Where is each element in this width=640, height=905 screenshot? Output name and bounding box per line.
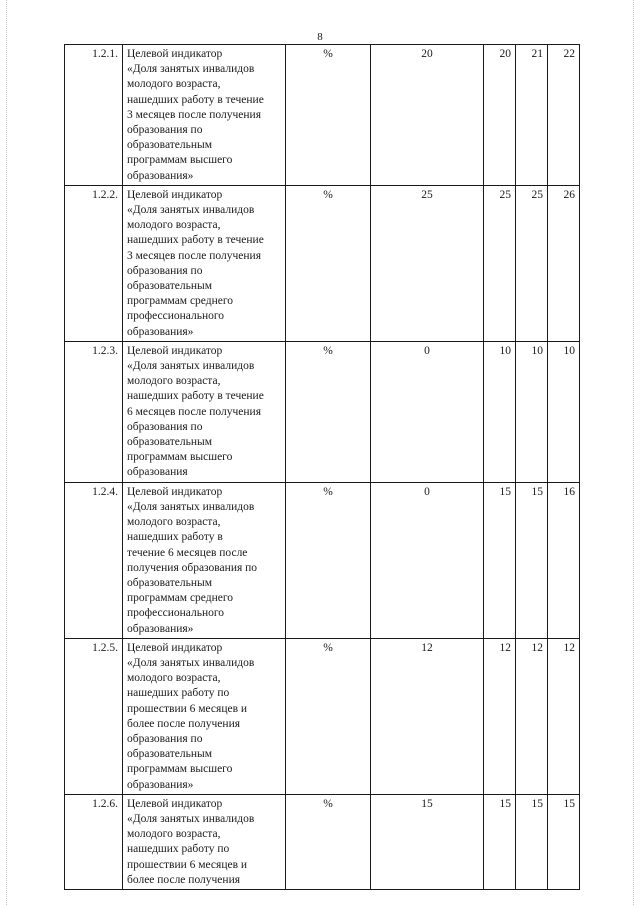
table-row bbox=[65, 341, 580, 482]
row-number: 1.2.6. bbox=[65, 794, 123, 889]
description-line: образования» bbox=[127, 325, 194, 338]
description-line: 6 месяцев после получения bbox=[127, 405, 261, 418]
row-number: 1.2.4. bbox=[65, 482, 123, 638]
unit-cell: % bbox=[286, 185, 371, 341]
value-cell: 15 bbox=[516, 794, 548, 889]
description-line: нашедших работу в течение bbox=[127, 234, 264, 247]
value-cell: 21 bbox=[516, 45, 548, 186]
value-cell: 10 bbox=[516, 341, 548, 482]
indicator-description bbox=[123, 341, 286, 482]
description-line: профессионального bbox=[127, 607, 225, 620]
description-line: Целевой индикатор bbox=[127, 188, 223, 201]
description-line: образования по bbox=[127, 732, 203, 745]
description-line: «Доля занятых инвалидов bbox=[127, 360, 255, 373]
unit-cell: % bbox=[286, 482, 371, 638]
description-line: прошествии 6 месяцев и bbox=[127, 702, 248, 715]
description-line: «Доля занятых инвалидов bbox=[127, 63, 255, 76]
indicator-description bbox=[123, 482, 286, 638]
description-line: программам высшего bbox=[127, 451, 233, 464]
row-number: 1.2.1. bbox=[65, 45, 123, 186]
description-line: образования по bbox=[127, 124, 203, 137]
description-line: образования» bbox=[127, 622, 194, 635]
description-line: молодого возраста, bbox=[127, 516, 221, 529]
description-line: образовательным bbox=[127, 748, 213, 761]
value-cell: 10 bbox=[548, 341, 580, 482]
table-row bbox=[65, 45, 580, 186]
description-line: молодого возраста, bbox=[127, 78, 221, 91]
table-row bbox=[65, 482, 580, 638]
description-line: образования bbox=[127, 466, 188, 479]
value-cell: 12 bbox=[516, 638, 548, 794]
description-line: нашедших работу в течение bbox=[127, 390, 264, 403]
value-cell: 26 bbox=[548, 185, 580, 341]
description-line: «Доля занятых инвалидов bbox=[127, 656, 255, 669]
description-line: течение 6 месяцев после bbox=[127, 546, 248, 559]
row-number: 1.2.5. bbox=[65, 638, 123, 794]
unit-cell: % bbox=[286, 45, 371, 186]
description-line: молодого возраста, bbox=[127, 828, 221, 841]
table-row bbox=[65, 185, 580, 341]
description-line: нашедших работу в bbox=[127, 531, 223, 544]
description-line: программам высшего bbox=[127, 154, 233, 167]
indicator-description bbox=[123, 794, 286, 889]
description-line: молодого возраста, bbox=[127, 672, 221, 685]
table-row bbox=[65, 638, 580, 794]
value-cell: 25 bbox=[371, 185, 484, 341]
description-line: программам высшего bbox=[127, 763, 233, 776]
description-line: нашедших работу по bbox=[127, 687, 230, 700]
description-line: более после получения bbox=[127, 717, 241, 730]
value-cell: 12 bbox=[548, 638, 580, 794]
description-line: образовательным bbox=[127, 280, 213, 293]
description-line: более после получения bbox=[127, 873, 241, 886]
description-line: программам среднего bbox=[127, 295, 234, 308]
value-cell: 12 bbox=[484, 638, 516, 794]
description-line: получения образования по bbox=[127, 561, 258, 574]
value-cell: 25 bbox=[484, 185, 516, 341]
value-cell: 0 bbox=[371, 341, 484, 482]
value-cell: 15 bbox=[484, 482, 516, 638]
indicator-description bbox=[123, 185, 286, 341]
description-line: образовательным bbox=[127, 139, 213, 152]
row-number: 1.2.2. bbox=[65, 185, 123, 341]
value-cell: 20 bbox=[371, 45, 484, 186]
description-line: «Доля занятых инвалидов bbox=[127, 204, 255, 217]
row-number: 1.2.3. bbox=[65, 341, 123, 482]
value-cell: 12 bbox=[371, 638, 484, 794]
description-line: нашедших работу в течение bbox=[127, 93, 264, 106]
table-row bbox=[65, 794, 580, 889]
value-cell: 15 bbox=[371, 794, 484, 889]
description-line: Целевой индикатор bbox=[127, 344, 223, 357]
indicator-description bbox=[123, 638, 286, 794]
description-line: образования по bbox=[127, 420, 203, 433]
indicators-table bbox=[64, 44, 580, 890]
unit-cell: % bbox=[286, 794, 371, 889]
value-cell: 20 bbox=[484, 45, 516, 186]
description-line: «Доля занятых инвалидов bbox=[127, 500, 255, 513]
description-line: прошествии 6 месяцев и bbox=[127, 858, 248, 871]
description-line: 3 месяцев после получения bbox=[127, 108, 261, 121]
description-line: образования» bbox=[127, 169, 194, 182]
description-line: молодого возраста, bbox=[127, 375, 221, 388]
value-cell: 10 bbox=[484, 341, 516, 482]
value-cell: 15 bbox=[516, 482, 548, 638]
scan-edge-right bbox=[633, 0, 634, 905]
description-line: молодого возраста, bbox=[127, 219, 221, 232]
unit-cell: % bbox=[286, 341, 371, 482]
description-line: образовательным bbox=[127, 436, 213, 449]
description-line: Целевой индикатор bbox=[127, 48, 223, 60]
value-cell: 25 bbox=[516, 185, 548, 341]
description-line: профессионального bbox=[127, 310, 225, 323]
description-line: Целевой индикатор bbox=[127, 485, 223, 498]
description-line: образования» bbox=[127, 778, 194, 791]
scan-edge-left bbox=[6, 0, 7, 905]
page-number: 8 bbox=[317, 31, 323, 43]
value-cell: 15 bbox=[484, 794, 516, 889]
description-line: нашедших работу по bbox=[127, 843, 230, 856]
value-cell: 16 bbox=[548, 482, 580, 638]
value-cell: 15 bbox=[548, 794, 580, 889]
description-line: образования по bbox=[127, 264, 203, 277]
description-line: Целевой индикатор bbox=[127, 641, 223, 654]
description-line: Целевой индикатор bbox=[127, 797, 223, 810]
description-line: программам среднего bbox=[127, 592, 234, 605]
indicator-description bbox=[123, 45, 286, 186]
description-line: образовательным bbox=[127, 576, 213, 589]
value-cell: 22 bbox=[548, 45, 580, 186]
description-line: 3 месяцев после получения bbox=[127, 249, 261, 262]
value-cell: 0 bbox=[371, 482, 484, 638]
description-line: «Доля занятых инвалидов bbox=[127, 812, 255, 825]
unit-cell: % bbox=[286, 638, 371, 794]
